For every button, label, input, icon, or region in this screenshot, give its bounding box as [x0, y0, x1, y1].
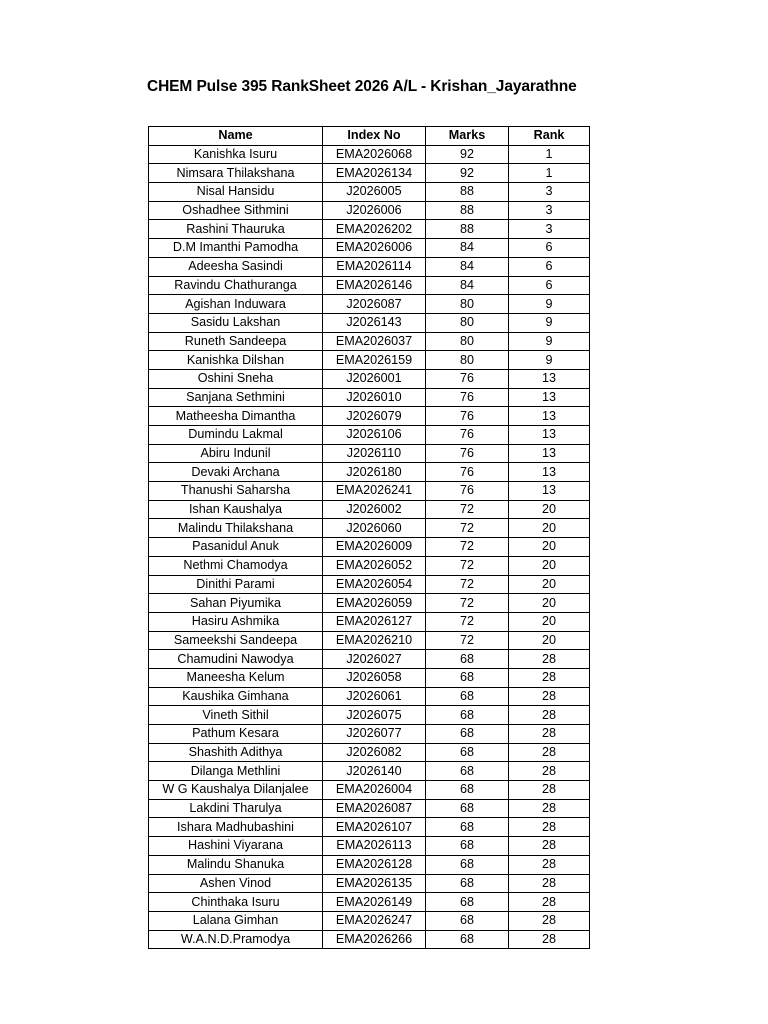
- cell-name: Pasanidul Anuk: [149, 538, 323, 557]
- cell-index-no: EMA2026052: [323, 556, 426, 575]
- cell-name: Sahan Piyumika: [149, 594, 323, 613]
- cell-rank: 28: [509, 893, 590, 912]
- cell-index-no: J2026180: [323, 463, 426, 482]
- cell-rank: 9: [509, 295, 590, 314]
- cell-index-no: EMA2026146: [323, 276, 426, 295]
- cell-name: Chinthaka Isuru: [149, 893, 323, 912]
- cell-marks: 68: [426, 799, 509, 818]
- cell-marks: 84: [426, 276, 509, 295]
- cell-index-no: J2026060: [323, 519, 426, 538]
- cell-marks: 84: [426, 257, 509, 276]
- table-row: [149, 332, 590, 351]
- cell-rank: 20: [509, 575, 590, 594]
- table-row: [149, 874, 590, 893]
- cell-marks: 76: [426, 482, 509, 501]
- cell-index-no: EMA2026247: [323, 911, 426, 930]
- cell-name: Sanjana Sethmini: [149, 388, 323, 407]
- cell-index-no: EMA2026004: [323, 781, 426, 800]
- table-row: [149, 594, 590, 613]
- cell-marks: 76: [426, 463, 509, 482]
- cell-index-no: J2026140: [323, 762, 426, 781]
- cell-name: Runeth Sandeepa: [149, 332, 323, 351]
- cell-name: Dilanga Methlini: [149, 762, 323, 781]
- cell-name: Agishan Induwara: [149, 295, 323, 314]
- cell-name: Lalana Gimhan: [149, 911, 323, 930]
- column-header-name: Name: [149, 127, 323, 146]
- cell-rank: 28: [509, 874, 590, 893]
- table-row: [149, 388, 590, 407]
- cell-index-no: J2026006: [323, 201, 426, 220]
- cell-name: Thanushi Saharsha: [149, 482, 323, 501]
- cell-name: Ishara Madhubashini: [149, 818, 323, 837]
- cell-index-no: EMA2026210: [323, 631, 426, 650]
- cell-name: Devaki Archana: [149, 463, 323, 482]
- cell-rank: 20: [509, 500, 590, 519]
- cell-index-no: J2026082: [323, 743, 426, 762]
- table-row: [149, 164, 590, 183]
- cell-index-no: EMA2026127: [323, 612, 426, 631]
- table-row: [149, 818, 590, 837]
- cell-marks: 84: [426, 239, 509, 258]
- cell-index-no: J2026106: [323, 426, 426, 445]
- cell-index-no: EMA2026241: [323, 482, 426, 501]
- cell-marks: 68: [426, 650, 509, 669]
- cell-rank: 28: [509, 818, 590, 837]
- cell-name: Sameekshi Sandeepa: [149, 631, 323, 650]
- cell-rank: 28: [509, 781, 590, 800]
- cell-index-no: J2026077: [323, 725, 426, 744]
- cell-rank: 6: [509, 257, 590, 276]
- cell-marks: 76: [426, 426, 509, 445]
- cell-index-no: EMA2026037: [323, 332, 426, 351]
- cell-rank: 9: [509, 351, 590, 370]
- cell-name: Kanishka Isuru: [149, 145, 323, 164]
- cell-name: Malindu Shanuka: [149, 855, 323, 874]
- table-row: [149, 668, 590, 687]
- cell-rank: 1: [509, 164, 590, 183]
- cell-index-no: EMA2026009: [323, 538, 426, 557]
- cell-index-no: EMA2026087: [323, 799, 426, 818]
- cell-index-no: EMA2026059: [323, 594, 426, 613]
- cell-rank: 13: [509, 388, 590, 407]
- cell-index-no: J2026079: [323, 407, 426, 426]
- cell-index-no: EMA2026114: [323, 257, 426, 276]
- cell-marks: 68: [426, 874, 509, 893]
- cell-marks: 72: [426, 594, 509, 613]
- cell-marks: 76: [426, 388, 509, 407]
- cell-name: W G Kaushalya Dilanjalee: [149, 781, 323, 800]
- cell-marks: 68: [426, 725, 509, 744]
- cell-name: D.M Imanthi Pamodha: [149, 239, 323, 258]
- cell-name: Chamudini Nawodya: [149, 650, 323, 669]
- table-body: [149, 145, 590, 949]
- table-row: [149, 743, 590, 762]
- table-row: [149, 201, 590, 220]
- table-header-row: [149, 127, 590, 146]
- cell-rank: 28: [509, 725, 590, 744]
- cell-index-no: EMA2026135: [323, 874, 426, 893]
- cell-rank: 13: [509, 444, 590, 463]
- cell-marks: 80: [426, 332, 509, 351]
- cell-marks: 80: [426, 313, 509, 332]
- table-row: [149, 855, 590, 874]
- cell-index-no: J2026027: [323, 650, 426, 669]
- cell-name: Ravindu Chathuranga: [149, 276, 323, 295]
- cell-name: Hasiru Ashmika: [149, 612, 323, 631]
- cell-marks: 68: [426, 743, 509, 762]
- cell-rank: 28: [509, 743, 590, 762]
- cell-rank: 28: [509, 837, 590, 856]
- table-row: [149, 407, 590, 426]
- table-row: [149, 444, 590, 463]
- cell-marks: 68: [426, 855, 509, 874]
- table-row: [149, 313, 590, 332]
- cell-rank: 28: [509, 706, 590, 725]
- cell-rank: 28: [509, 930, 590, 949]
- table-row: [149, 239, 590, 258]
- cell-index-no: EMA2026107: [323, 818, 426, 837]
- cell-marks: 76: [426, 369, 509, 388]
- cell-marks: 68: [426, 687, 509, 706]
- cell-marks: 88: [426, 201, 509, 220]
- cell-index-no: EMA2026149: [323, 893, 426, 912]
- cell-rank: 13: [509, 407, 590, 426]
- table-row: [149, 575, 590, 594]
- table-row: [149, 257, 590, 276]
- table-row: [149, 220, 590, 239]
- column-header-rank: Rank: [509, 127, 590, 146]
- cell-name: Dumindu Lakmal: [149, 426, 323, 445]
- cell-marks: 88: [426, 220, 509, 239]
- cell-index-no: EMA2026113: [323, 837, 426, 856]
- table-row: [149, 725, 590, 744]
- table-row: [149, 781, 590, 800]
- column-header-marks: Marks: [426, 127, 509, 146]
- cell-rank: 28: [509, 762, 590, 781]
- cell-marks: 72: [426, 631, 509, 650]
- table-row: [149, 519, 590, 538]
- table-row: [149, 631, 590, 650]
- cell-marks: 80: [426, 295, 509, 314]
- cell-name: Adeesha Sasindi: [149, 257, 323, 276]
- cell-name: Oshini Sneha: [149, 369, 323, 388]
- table-row: [149, 369, 590, 388]
- cell-rank: 20: [509, 594, 590, 613]
- table-row: [149, 183, 590, 202]
- cell-name: Kaushika Gimhana: [149, 687, 323, 706]
- cell-index-no: J2026058: [323, 668, 426, 687]
- cell-index-no: EMA2026202: [323, 220, 426, 239]
- column-header-index-no: Index No: [323, 127, 426, 146]
- cell-marks: 92: [426, 164, 509, 183]
- cell-rank: 6: [509, 239, 590, 258]
- cell-rank: 28: [509, 799, 590, 818]
- cell-marks: 88: [426, 183, 509, 202]
- cell-name: Nisal Hansidu: [149, 183, 323, 202]
- table-row: [149, 762, 590, 781]
- cell-marks: 68: [426, 706, 509, 725]
- cell-rank: 3: [509, 183, 590, 202]
- table-row: [149, 911, 590, 930]
- cell-name: Nimsara Thilakshana: [149, 164, 323, 183]
- cell-rank: 9: [509, 313, 590, 332]
- cell-rank: 28: [509, 687, 590, 706]
- cell-rank: 9: [509, 332, 590, 351]
- cell-marks: 68: [426, 837, 509, 856]
- document-title: CHEM Pulse 395 RankSheet 2026 A/L - Krishan_Jayarathne: [147, 78, 577, 95]
- table-row: [149, 426, 590, 445]
- cell-rank: 28: [509, 855, 590, 874]
- cell-marks: 76: [426, 407, 509, 426]
- cell-rank: 6: [509, 276, 590, 295]
- table-row: [149, 295, 590, 314]
- cell-marks: 72: [426, 556, 509, 575]
- cell-index-no: J2026075: [323, 706, 426, 725]
- table-row: [149, 482, 590, 501]
- cell-name: Nethmi Chamodya: [149, 556, 323, 575]
- cell-rank: 20: [509, 556, 590, 575]
- cell-rank: 13: [509, 426, 590, 445]
- table-row: [149, 351, 590, 370]
- cell-marks: 72: [426, 575, 509, 594]
- cell-index-no: J2026010: [323, 388, 426, 407]
- cell-name: Pathum Kesara: [149, 725, 323, 744]
- cell-rank: 20: [509, 612, 590, 631]
- cell-name: Rashini Thauruka: [149, 220, 323, 239]
- cell-rank: 28: [509, 911, 590, 930]
- cell-name: Malindu Thilakshana: [149, 519, 323, 538]
- cell-rank: 28: [509, 650, 590, 669]
- cell-rank: 13: [509, 369, 590, 388]
- cell-rank: 20: [509, 538, 590, 557]
- cell-index-no: J2026061: [323, 687, 426, 706]
- cell-rank: 20: [509, 631, 590, 650]
- cell-index-no: EMA2026068: [323, 145, 426, 164]
- cell-name: Ishan Kaushalya: [149, 500, 323, 519]
- cell-rank: 13: [509, 463, 590, 482]
- cell-marks: 72: [426, 612, 509, 631]
- table-row: [149, 463, 590, 482]
- cell-index-no: J2026002: [323, 500, 426, 519]
- table-row: [149, 930, 590, 949]
- cell-name: Abiru Indunil: [149, 444, 323, 463]
- table-row: [149, 893, 590, 912]
- table-row: [149, 500, 590, 519]
- cell-rank: 3: [509, 220, 590, 239]
- cell-name: W.A.N.D.Pramodya: [149, 930, 323, 949]
- cell-name: Dinithi Parami: [149, 575, 323, 594]
- cell-index-no: EMA2026128: [323, 855, 426, 874]
- cell-index-no: J2026005: [323, 183, 426, 202]
- cell-index-no: EMA2026134: [323, 164, 426, 183]
- cell-marks: 68: [426, 911, 509, 930]
- table-row: [149, 799, 590, 818]
- cell-name: Ashen Vinod: [149, 874, 323, 893]
- cell-rank: 28: [509, 668, 590, 687]
- cell-marks: 68: [426, 818, 509, 837]
- cell-marks: 68: [426, 762, 509, 781]
- table-row: [149, 837, 590, 856]
- cell-name: Hashini Viyarana: [149, 837, 323, 856]
- cell-marks: 92: [426, 145, 509, 164]
- cell-index-no: EMA2026266: [323, 930, 426, 949]
- cell-marks: 68: [426, 893, 509, 912]
- cell-marks: 76: [426, 444, 509, 463]
- cell-marks: 68: [426, 668, 509, 687]
- table-row: [149, 612, 590, 631]
- table-row: [149, 538, 590, 557]
- cell-name: Kanishka Dilshan: [149, 351, 323, 370]
- cell-index-no: J2026001: [323, 369, 426, 388]
- table-row: [149, 145, 590, 164]
- cell-name: Lakdini Tharulya: [149, 799, 323, 818]
- table-row: [149, 706, 590, 725]
- cell-marks: 68: [426, 930, 509, 949]
- cell-rank: 3: [509, 201, 590, 220]
- cell-name: Vineth Sithil: [149, 706, 323, 725]
- cell-name: Shashith Adithya: [149, 743, 323, 762]
- cell-name: Sasidu Lakshan: [149, 313, 323, 332]
- cell-index-no: J2026110: [323, 444, 426, 463]
- cell-rank: 20: [509, 519, 590, 538]
- cell-marks: 68: [426, 781, 509, 800]
- cell-index-no: EMA2026006: [323, 239, 426, 258]
- cell-name: Matheesha Dimantha: [149, 407, 323, 426]
- cell-rank: 1: [509, 145, 590, 164]
- cell-marks: 80: [426, 351, 509, 370]
- cell-index-no: J2026143: [323, 313, 426, 332]
- table-row: [149, 650, 590, 669]
- table-row: [149, 276, 590, 295]
- cell-rank: 13: [509, 482, 590, 501]
- cell-name: Maneesha Kelum: [149, 668, 323, 687]
- cell-index-no: EMA2026054: [323, 575, 426, 594]
- cell-index-no: EMA2026159: [323, 351, 426, 370]
- cell-name: Oshadhee Sithmini: [149, 201, 323, 220]
- cell-index-no: J2026087: [323, 295, 426, 314]
- cell-marks: 72: [426, 500, 509, 519]
- cell-marks: 72: [426, 538, 509, 557]
- table-row: [149, 556, 590, 575]
- table-row: [149, 687, 590, 706]
- rank-table: [148, 126, 590, 949]
- cell-marks: 72: [426, 519, 509, 538]
